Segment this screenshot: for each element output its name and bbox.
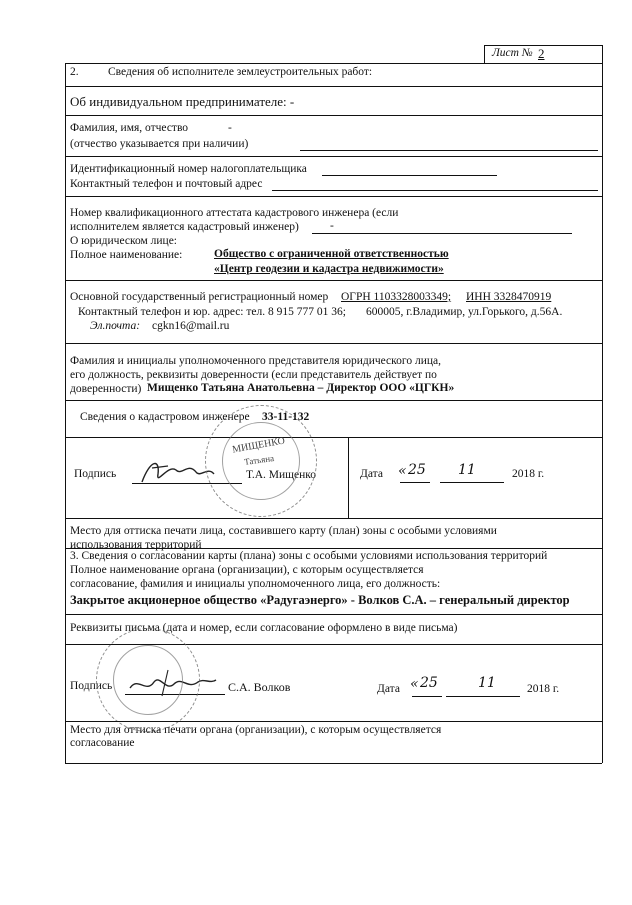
ogrn-label: Основной государственный регистрационный номер <box>70 291 329 303</box>
date-label-2: Дата <box>377 683 400 695</box>
rep-line2: его должность, реквизиты доверенности (если представитель действует по <box>70 369 437 381</box>
cert-line2: исполнителем является кадастровый инженер) <box>70 221 299 233</box>
representative-value: Мищенко Татьяна Анатольевна – Директор ООО «ЦГКН» <box>147 382 455 394</box>
sheet-label: Лист № <box>492 47 533 59</box>
date-year: 2018 г. <box>512 468 545 480</box>
rep-line1: Фамилия и инициалы уполномоченного представителя юридического лица, <box>70 355 441 367</box>
date-day: 25 <box>408 462 426 478</box>
fullname-label: Полное наименование: <box>70 249 183 261</box>
section2-number: 2. <box>70 66 79 78</box>
fullname-line1: Общество с ограниченной ответственностью <box>214 248 449 260</box>
section3-line1: Полное наименование органа (организации), с которым осуществляется <box>70 564 424 576</box>
cert-line1: Номер квалификационного аттестата кадастрового инженера (если <box>70 207 399 219</box>
stamp-name: МИЩЕНКО <box>231 435 286 456</box>
ogrn-value: ОГРН 1103328003349; <box>341 291 452 303</box>
email-label: Эл.почта: <box>90 320 141 332</box>
date-month: 11 <box>458 462 476 478</box>
rep-line3-a: доверенности) <box>70 383 142 395</box>
fio-note: (отчество указывается при наличии) <box>70 138 249 150</box>
date-year-2: 2018 г. <box>527 683 560 695</box>
address-line: 600005, г.Владимир, ул.Горького, д.56А. <box>366 306 563 318</box>
seal-place-org-line1: Место для оттиска печати органа (организации), с которым осуществляется <box>70 724 442 736</box>
approval-organization: Закрытое акционерное общество «Радугаэнерго» - Волков С.А. – генеральный директор <box>70 593 570 607</box>
sheet-number: 2 <box>538 46 545 61</box>
document-page: Лист № 2 2. Сведения об исполнителе землеустроительных работ: Об индивидуальном предпринимателе: - Фамилия, имя, отчество - (отчество указывается при наличии) Идентификационный номер налогоплательщика Контактный телефон и почтовый адрес Номер квалификационного аттестата кадастрового инженера (если исполнителем является кадастровый инженер) - О юридическом лице: Полное наименование: Общество с ограниченной ответственностью «Центр геодезии и кадастра недвижимости» Основной государственный регистрационный номер ОГРН 1103328003349; ИНН 3328470919 Контактный телефон и юр. адрес: тел. 8 915 777 01 36; 600005, г.Владимир, ул.Горького, д.56А. Эл.почта: cgkn16@mail.ru Фамилия и инициалы уполномоченного представителя юридического лица, его должность, реквизиты доверенности (если представитель действует по доверенности) Мищенко Татьяна Анатольевна – Директор ООО «ЦГКН» Сведения о кадастровом инженере 33-11-132 Подпись Т.А. Мищенко Дата « 25 11 2018 г. МИЩЕНКО Татьяна Место для оттиска печати лица, составившего карту (план) зоны с особыми условиями использования территорий 3. Сведения о согласовании карты (плана) зоны с особыми условиями использования территорий Полное наименование органа (организации), с которым осуществляется согласование, фамилия и инициалы уполномоченного лица, его должность: Закрытое акционерное общество «Радугаэнерго» - Волков С.А. – генеральный директор Реквизиты письма (дата и номер, если согласование оформлено в виде письма) Подпись С.А. Волков Дата « 25 11 2018 г. Место для оттиска печати органа (организации), с которым осуществляется согласование <box>0 0 632 905</box>
section3-title: 3. Сведения о согласовании карты (плана) зоны с особыми условиями использования территорий <box>70 550 548 562</box>
seal-place-org-line2: согласование <box>70 737 135 749</box>
fio-label: Фамилия, имя, отчество <box>70 122 189 134</box>
stamp-first-name: Татьяна <box>243 452 275 468</box>
signature-label-2: Подпись <box>70 680 113 692</box>
signature-name-2: С.А. Волков <box>228 680 291 694</box>
date-label: Дата <box>360 468 383 480</box>
letter-requisites-label: Реквизиты письма (дата и номер, если согласование оформлено в виде письма) <box>70 622 458 634</box>
seal-place-line1: Место для оттиска печати лица, составившего карту (план) зоны с особыми условиями <box>70 525 497 537</box>
fio-value: - <box>228 122 232 134</box>
phone-line: Контактный телефон и юр. адрес: тел. 8 915 777 01 36; <box>78 306 346 318</box>
cadastral-engineer-value: 33-11-132 <box>262 411 310 423</box>
cert-value: - <box>330 220 334 232</box>
section2-title: Сведения об исполнителе землеустроительных работ: <box>108 66 373 78</box>
section3-line2: согласование, фамилия и инициалы уполномоченного лица, его должность: <box>70 578 441 590</box>
seal-place-line2: использования территорий <box>70 539 202 551</box>
signature-name: Т.А. Мищенко <box>246 469 317 481</box>
seal-stamp-2-inner <box>113 645 183 715</box>
legal-entity-label: О юридическом лице: <box>70 235 177 247</box>
date-month-2: 11 <box>478 675 496 691</box>
cadastral-engineer-label: Сведения о кадастровом инженере <box>80 411 250 423</box>
inn-label: Идентификационный номер налогоплательщика <box>70 163 307 175</box>
contact-label: Контактный телефон и почтовый адрес <box>70 178 263 190</box>
inn-value: ИНН 3328470919 <box>466 291 552 303</box>
individual-entrepreneur: Об индивидуальном предпринимателе: - <box>70 94 295 109</box>
email-value: cgkn16@mail.ru <box>152 320 230 332</box>
signature-label: Подпись <box>74 468 117 480</box>
date-day-2: 25 <box>420 675 438 691</box>
fullname-line2: «Центр геодезии и кадастра недвижимости» <box>214 263 444 275</box>
